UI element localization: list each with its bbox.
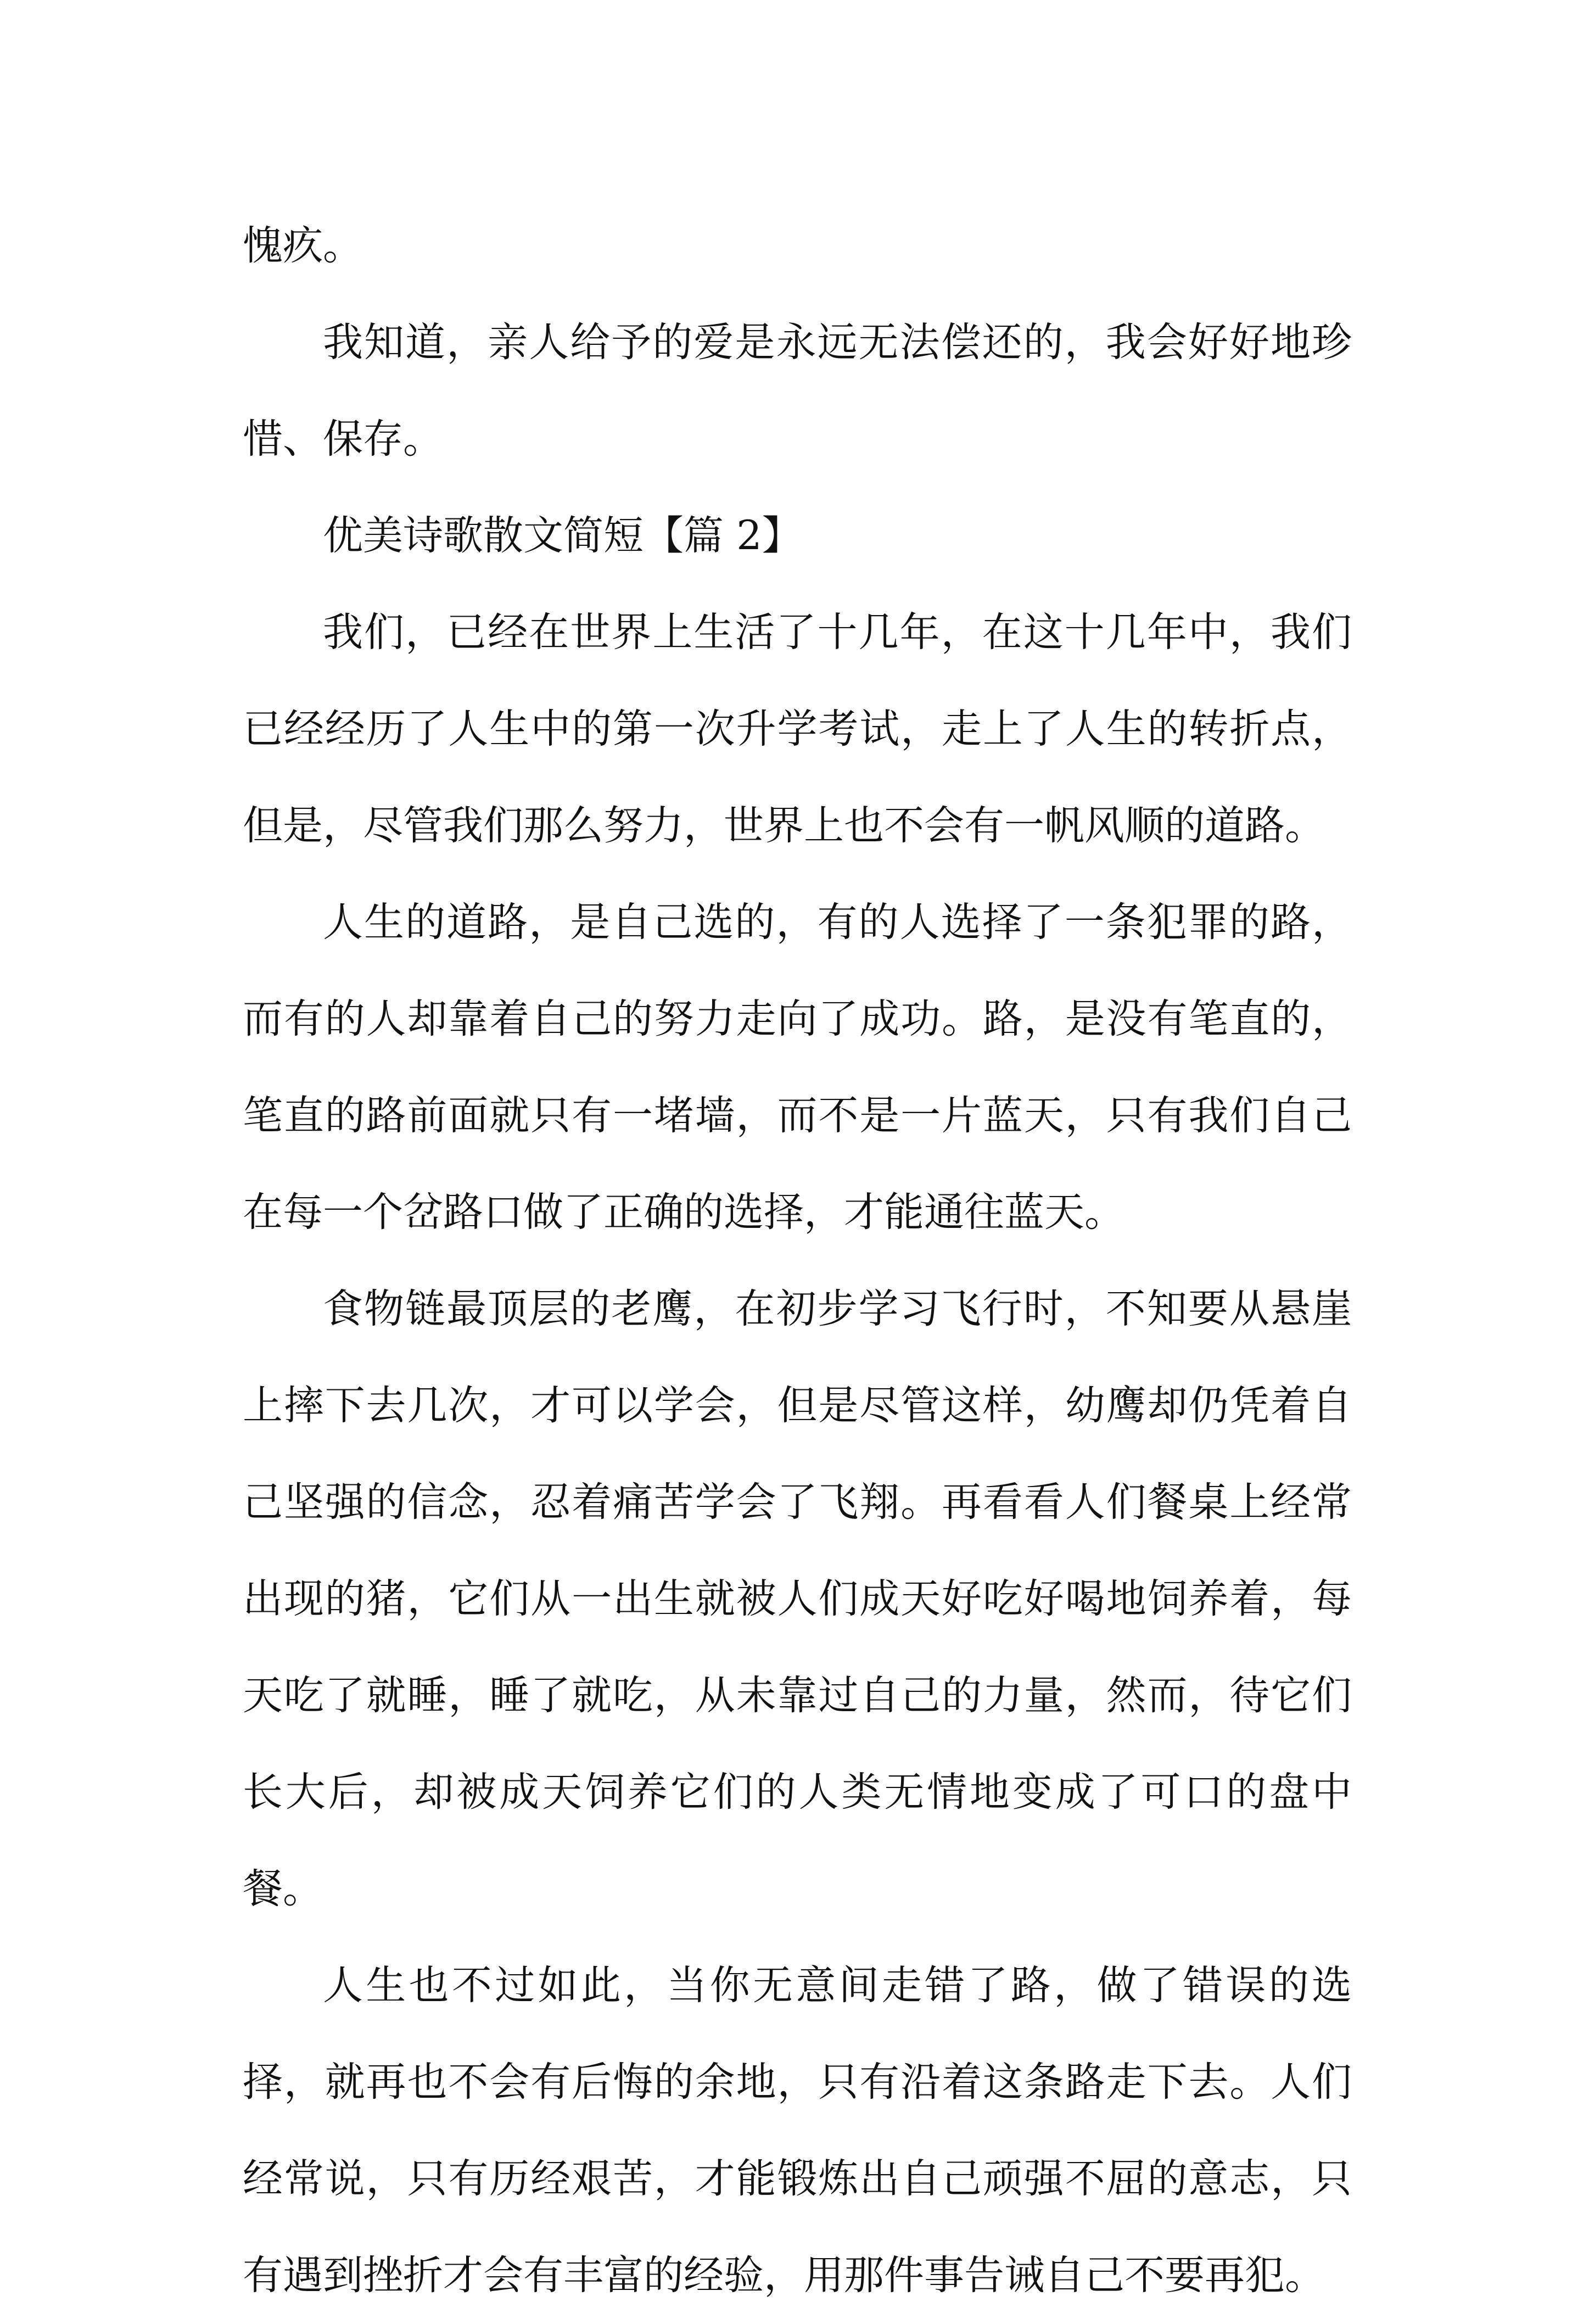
paragraph: 食物链最顶层的老鹰，在初步学习飞行时，不知要从悬崖上摔下去几次，才可以学会，但是尽管这样，幼鹰却仍凭着自己坚强的信念，忍着痛苦学会了飞翔。再看看人们餐桌上经常出现的猪，它们从一出生就被人们成天好吃好喝地饲养着，每天吃了就睡，睡了就吃，从未靠过自己的力量，然而，待它们长大后，却被成天饲养它们的人类无情地变成了可口的盘中餐。 [243,1286,1352,1912]
paragraph: 我们，已经在世界上生活了十几年，在这十几年中，我们已经经历了人生中的第一次升学考试，走上了人生的转折点，但是，尽管我们那么努力，世界上也不会有一帆风顺的道路。 [243,609,1352,849]
paragraph: 人生的道路，是自己选的，有的人选择了一条犯罪的路，而有的人却靠着自己的努力走向了成功。路，是没有笔直的，笔直的路前面就只有一堵墙，而不是一片蓝天，只有我们自己在每一个岔路口做了正确的选择，才能通往蓝天。 [243,899,1352,1236]
paragraph: 人生也不过如此，当你无意间走错了路，做了错误的选择，就再也不会有后悔的余地，只有沿着这条路走下去。人们经常说，只有历经艰苦，才能锻炼出自己顽强不屈的意志，只有遇到挫折才会有丰富的经验，用那件事告诫自己不要再犯。 [243,1962,1352,2299]
paragraph-continuation: 愧疚。 [243,222,363,269]
document-body [243,198,1352,2324]
section-heading: 优美诗歌散文简短【篇 2】 [323,512,802,559]
paragraph: 我知道，亲人给予的爱是永远无法偿还的，我会好好地珍惜、保存。 [243,319,1352,462]
